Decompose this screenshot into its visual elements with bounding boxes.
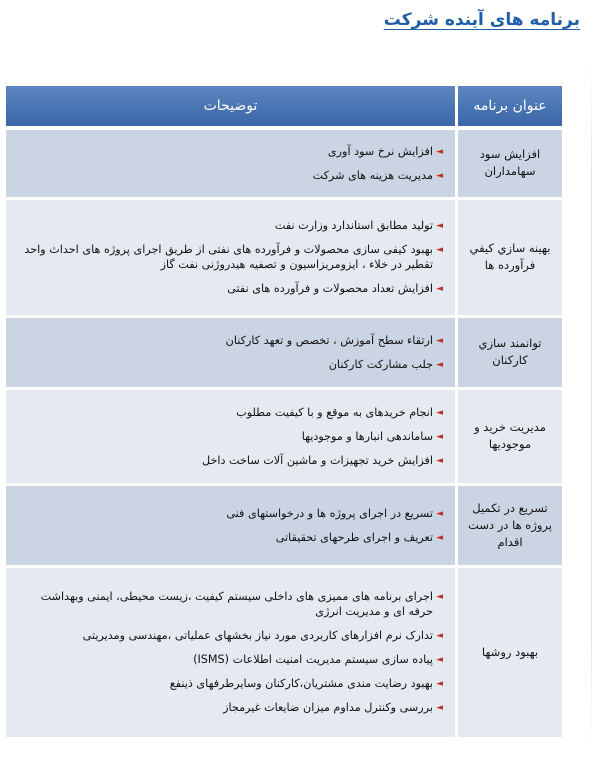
program-title: بهینه سازي کیفي فرآورده ها xyxy=(457,198,563,316)
list-item xyxy=(16,405,443,420)
bullet-arrow-icon: ◄ xyxy=(436,359,443,370)
description-list xyxy=(16,218,443,296)
bullet-arrow-icon: ◄ xyxy=(436,655,443,665)
list-item xyxy=(16,168,443,183)
bullet-arrow-icon: ◄ xyxy=(436,703,443,713)
bullet-arrow-icon: ◄ xyxy=(436,146,443,157)
list-item xyxy=(16,144,443,159)
table-row xyxy=(6,484,562,566)
list-item xyxy=(16,357,443,372)
bullet-arrow-icon: ◄ xyxy=(436,221,443,231)
header-program-title: عنوان برنامه xyxy=(457,86,563,128)
list-item-text: ساماندهی انبارها و موجودیها xyxy=(301,429,433,443)
table-row xyxy=(6,198,562,316)
program-description xyxy=(6,566,457,738)
list-item-text: انجام خریدهای به موقع و با کیفیت مطلوب xyxy=(236,405,433,419)
list-item xyxy=(16,429,443,444)
list-item-text: ارتقاء سطح آموزش ، تخصص و تعهد کارکنان xyxy=(225,333,433,347)
bullet-arrow-icon: ◄ xyxy=(436,592,443,602)
bullet-arrow-icon: ◄ xyxy=(436,245,443,255)
table-row xyxy=(6,128,562,198)
table-header-row xyxy=(6,86,562,128)
program-description xyxy=(6,128,457,198)
bullet-arrow-icon: ◄ xyxy=(436,170,443,181)
program-description xyxy=(6,388,457,484)
list-item xyxy=(16,589,443,619)
bullet-arrow-icon: ◄ xyxy=(436,455,443,466)
program-title: مدیریت خرید و موجودیها xyxy=(457,388,563,484)
list-item xyxy=(16,700,443,715)
description-list xyxy=(16,144,443,183)
bullet-arrow-icon: ◄ xyxy=(436,431,443,442)
list-item-text: افزایش نرخ سود آوری xyxy=(327,144,433,158)
list-item-text: تدارک نرم افزارهای کاربردی مورد نیاز بخشهای عملیاتی ،مهندسی ومدیریتی xyxy=(82,629,433,642)
bullet-arrow-icon: ◄ xyxy=(436,508,443,519)
bullet-arrow-icon: ◄ xyxy=(436,679,443,689)
list-item-text: بررسی وکنترل مداوم میزان ضایعات غیرمجاز xyxy=(223,701,433,714)
table-row xyxy=(6,566,562,738)
list-item xyxy=(16,628,443,643)
bullet-arrow-icon: ◄ xyxy=(436,631,443,641)
program-title: بهبود روشها xyxy=(457,566,563,738)
program-title: توانمند سازي کارکنان xyxy=(457,316,563,388)
description-list xyxy=(16,506,443,545)
list-item-text: افزایش تعداد محصولات و فرآورده های نفتی xyxy=(227,282,433,295)
description-list xyxy=(16,333,443,372)
list-item xyxy=(16,242,443,272)
list-item-text: افزایش خرید تجهیزات و ماشین آلات ساخت داخل xyxy=(201,453,433,467)
program-description xyxy=(6,484,457,566)
list-item xyxy=(16,453,443,468)
list-item-text: بهبود کیفی سازی محصولات و فرآورده های نفتی از طریق اجرای پروژه های احداث واحد تقطیر در خلاء ، ایزومریزاسیون و تصفیه هیدروژنی نفت گاز xyxy=(24,243,433,271)
table-body xyxy=(6,128,562,738)
list-item-text: پیاده سازی سیستم مدیریت امنیت اطلاعات (ISMS) xyxy=(193,653,433,666)
list-item-text: مدیریت هزینه های شرکت xyxy=(312,168,433,182)
list-item xyxy=(16,218,443,233)
list-item xyxy=(16,652,443,667)
list-item xyxy=(16,676,443,691)
description-list xyxy=(16,589,443,715)
description-list xyxy=(16,405,443,468)
header-description: توضیحات xyxy=(6,86,457,128)
bullet-arrow-icon: ◄ xyxy=(436,335,443,346)
list-item-text: تسریع در اجرای پروژه ها و درخواستهای فنی xyxy=(226,506,433,520)
bullet-arrow-icon: ◄ xyxy=(436,532,443,543)
list-item-text: تولید مطابق استاندارد وزارت نفت xyxy=(274,219,433,232)
bullet-arrow-icon: ◄ xyxy=(436,284,443,294)
list-item xyxy=(16,506,443,521)
table-row xyxy=(6,388,562,484)
program-description xyxy=(6,198,457,316)
list-item-text: تعریف و اجرای طرحهای تحقیقاتی xyxy=(275,530,433,544)
program-description xyxy=(6,316,457,388)
list-item xyxy=(16,530,443,545)
program-title: تسریع در تکمیل پروژه ها در دست اقدام xyxy=(457,484,563,566)
list-item-text: اجرای برنامه های ممیزی های داخلی سیستم کیفیت ،زیست محیطی، ایمنی وبهداشت حرفه ای و مدیریت انرژی xyxy=(40,590,433,618)
bullet-arrow-icon: ◄ xyxy=(436,407,443,418)
page-title: برنامه های آینده شرکت xyxy=(383,10,580,30)
list-item-text: بهبود رضایت مندی مشتریان،کارکنان وسایرطرفهای ذینفع xyxy=(169,677,433,690)
list-item-text: جلب مشارکت کارکنان xyxy=(328,357,433,371)
program-title: افزایش سود سهامداران xyxy=(457,128,563,198)
list-item xyxy=(16,333,443,348)
decorative-divider xyxy=(591,60,592,750)
future-plans-table xyxy=(6,86,562,740)
list-item xyxy=(16,281,443,296)
table-row xyxy=(6,316,562,388)
